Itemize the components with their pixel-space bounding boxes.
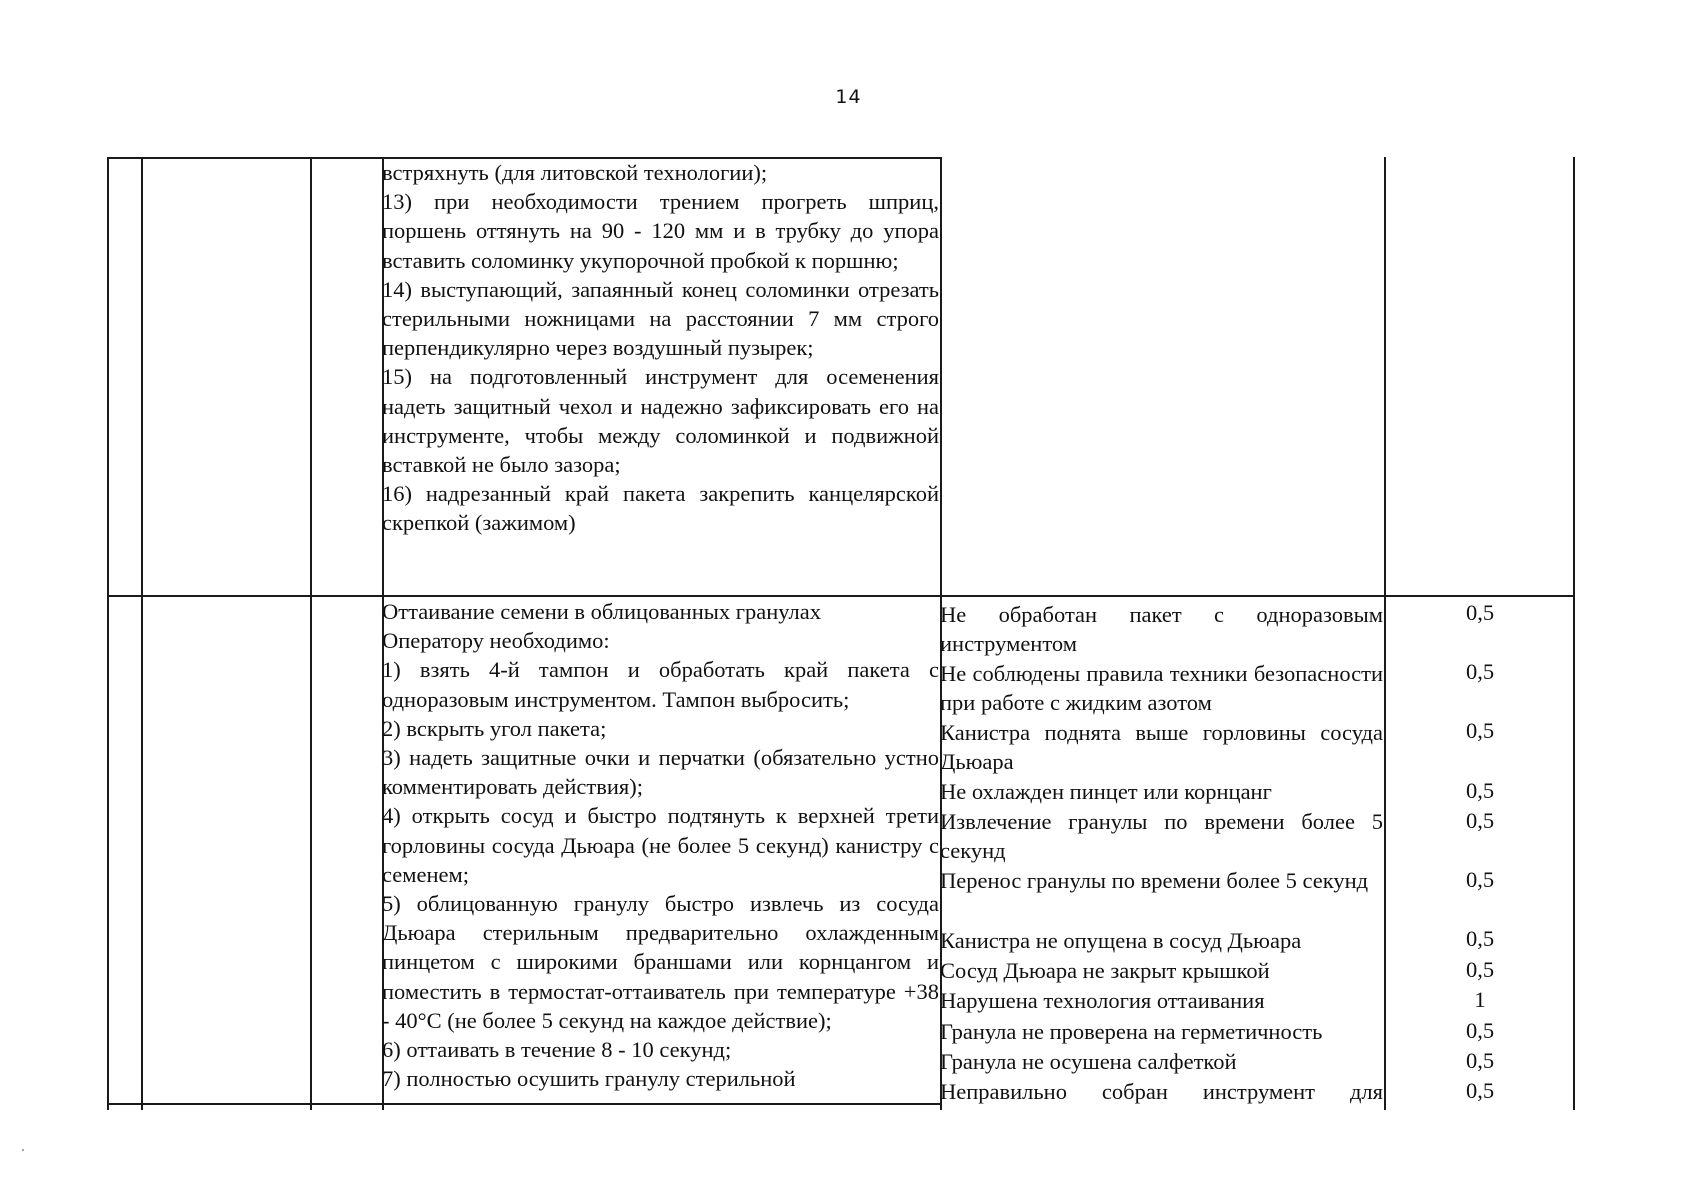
defect-score: 0,5 [1465,926,1495,951]
defect-score: 0,5 [1465,600,1495,625]
defect-score: 0,5 [1465,1048,1495,1073]
procedure-step: 6) оттаивать в течение 8 - 10 секунд; [382,1037,732,1063]
scan-speck [22,1149,24,1151]
defect-text: Не охлажден пинцет или корнцанг [940,779,1272,804]
defect-text: Канистра поднята выше горловины сосуда Дьюара [940,720,1383,775]
defect-text: Неправильно собран инструмент для [940,1079,1383,1104]
table-column-rule [310,157,312,1110]
procedure-step: встряхнуть (для литовской технологии); [382,160,768,185]
procedure-step: 2) вскрыть угол пакета; [382,715,607,741]
table-column-rule [141,157,143,1110]
defect-score: 0,5 [1465,778,1495,803]
defect-text: Не обработан пакет с одноразовым инструментом [940,602,1383,657]
procedure-intro: Оператору необходимо: [382,628,610,654]
procedure-step: 5) облицованную гранулу быстро извлечь из сосуда Дьюара стерильным предварительно охлажденным пинцетом с широкими браншами или корнцангом и поместить в термостат-оттаиватель при температуре +38 - 40°С (не более 5 секунд на каждое действие); [382,891,939,1033]
procedure-step: 15) на подготовленный инструмент для осеменения надеть защитный чехол и надежно зафиксировать его на инструменте, чтобы между соломинкой и подвижной вставкой не было зазора; [382,364,939,478]
page-number: 14 [835,86,862,108]
procedure-thawing-cell [382,597,939,1093]
procedure-step: 7) полностью осушить гранулу стерильной [382,1066,796,1092]
procedure-heading: Оттаивание семени в облицованных гранулах [382,599,821,624]
defect-score: 0,5 [1465,1078,1495,1103]
procedure-continued-cell [382,158,939,538]
defect-text: Не соблюдены правила техники безопасности при работе с жидким азотом [940,661,1383,716]
defect-text: Гранула не проверена на герметичность [940,1019,1323,1044]
defect-score: 1 [1474,987,1486,1012]
procedure-step: 13) при необходимости трением прогреть шприц, поршень оттянуть на 90 - 120 мм и в трубку до упора вставить соломинку укупорочной пробкой к поршню; [382,189,939,273]
defect-score: 0,5 [1465,1018,1495,1043]
table-column-rule [1384,157,1386,1110]
defect-text: Канистра не опущена в сосуд Дьюара [940,928,1302,953]
table-border-left [107,157,109,1110]
procedure-step: 1) взять 4-й тампон и обработать край пакета с одноразовым инструментом. Тампон выбросить; [382,657,939,712]
procedure-step: 4) открыть сосуд и быстро подтянуть к верхней трети горловины сосуда Дьюара (не более 5 секунд) канистру с семенем; [382,803,939,887]
defect-text: Перенос гранулы по времени более 5 секунд [940,868,1369,893]
procedure-step: 16) надрезанный край пакета закрепить канцелярской скрепкой (зажимом) [382,481,939,536]
table-border-bottom [107,1103,941,1105]
defect-score: 0,5 [1465,957,1495,982]
defect-score: 0,5 [1465,659,1495,684]
defect-text: Извлечение гранулы по времени более 5 секунд [940,809,1383,864]
table-border-right [1573,157,1575,1110]
defect-score: 0,5 [1465,808,1495,833]
defect-text: Нарушена технология оттаивания [940,988,1265,1013]
procedure-step: 14) выступающий, запаянный конец соломинки отрезать стерильными ножницами на расстоянии 7 мм строго перпендикулярно через воздушный пузырек; [382,276,939,361]
defect-text: Сосуд Дьюара не закрыт крышкой [940,958,1270,983]
defect-score: 0,5 [1465,718,1495,743]
defect-score: 0,5 [1465,867,1495,892]
defect-text: Гранула не осушена салфеткой [940,1049,1237,1074]
procedure-step: 3) надеть защитные очки и перчатки (обязательно устно комментировать действия); [382,745,939,800]
